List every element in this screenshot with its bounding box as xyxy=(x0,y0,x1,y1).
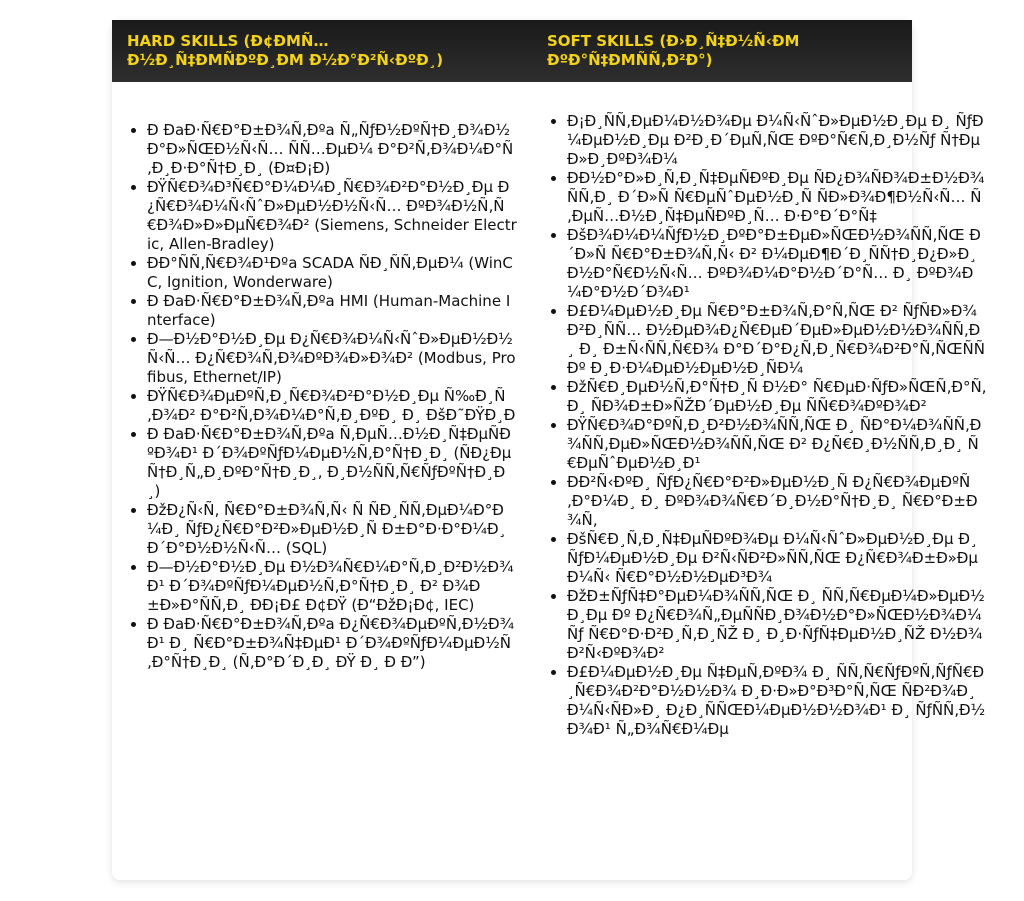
list-item: • ĐŸÑ€Đ¾ĐµĐºÑ‚Đ¸Ñ€Đ¾Đ²Đ°Đ½Đ¸Đµ Ñ‰Đ¸Ñ‚Đ¾Đ² Đ°Đ²Ñ‚Đ¾Đ¼Đ°Ñ‚Đ¸ĐºĐ¸ Đ¸ ĐšĐ˜ĐŸĐ¸Đ xyxy=(147,387,517,425)
list-item: • ĐšÑ€Đ¸Ñ‚Đ¸Ñ‡ĐµÑĐºĐ¾Đµ Đ¼Ñ‹ÑˆĐ»ĐµĐ½Đ¸Đµ Đ¸ ÑƒĐ¼ĐµĐ½Đ¸Đµ Đ²Ñ‹ÑĐ²Đ»ÑÑ‚ÑŒ Đ¿Ñ€Đ¾Đ±Đ»ĐµĐ¼Ñ‹ Ñ€Đ°Đ½Đ½ĐµĐ³Đ¾ xyxy=(567,530,987,587)
soft-skills-title: SOFT SKILLS (Đ›Đ¸Ñ‡Đ½Ñ‹ĐМ ĐºĐ°Ñ‡ĐМÑÑ‚Đ²Đ°) xyxy=(547,32,800,69)
soft-skills-list xyxy=(532,112,987,739)
list-item: • ĐšĐ¾Đ¼Đ¼ÑƒĐ½Đ¸ĐºĐ°Đ±ĐµĐ»ÑŒĐ½Đ¾ÑÑ‚ÑŒ Đ´Đ»Ñ Ñ€Đ°Đ±Đ¾Ñ‚Ñ‹ Đ² Đ¼ĐµĐ¶Đ´Đ¸ÑÑ†Đ¸Đ¿Đ»Đ¸Đ½Đ°Ñ€Đ½Ñ‹Ñ… ĐºĐ¾Đ¼Đ°Đ½Đ´Đ°Ñ… Đ¸ ĐºĐ¾Đ¼Đ°Đ½Đ´Đ¾Đ¹ xyxy=(567,226,987,302)
list-item: • Đ¡Đ¸ÑÑ‚ĐµĐ¼Đ½Đ¾Đµ Đ¼Ñ‹ÑˆĐ»ĐµĐ½Đ¸Đµ Đ¸ ÑƒĐ¼ĐµĐ½Đ¸Đµ Đ²Đ¸Đ´ĐµÑ‚ÑŒ ĐºĐ°Ñ€Ñ‚Đ¸Đ½Ñƒ Ñ†ĐµĐ»Đ¸ĐºĐ¾Đ¼ xyxy=(567,112,987,169)
skills-table xyxy=(112,20,987,880)
list-item: • ĐžĐ±ÑƒÑ‡Đ°ĐµĐ¼Đ¾ÑÑ‚ÑŒ Đ¸ ÑÑ‚Ñ€ĐµĐ¼Đ»ĐµĐ½Đ¸Đµ Đº Đ¿Ñ€Đ¾Ñ„ĐµÑÑĐ¸Đ¾Đ½Đ°Đ»ÑŒĐ½Đ¾Đ¼Ñƒ Ñ€Đ°Đ·Đ²Đ¸Ñ‚Đ¸ÑŽ Đ¸ Đ¸Đ·ÑƒÑ‡ĐµĐ½Đ¸ÑŽ Đ½Đ¾Đ²Ñ‹ĐºĐ¾Đ² xyxy=(567,587,987,663)
soft-skills-column xyxy=(532,112,987,739)
list-item: • ĐĐ½Đ°Đ»Đ¸Ñ‚Đ¸Ñ‡ĐµÑĐºĐ¸Đµ ÑĐ¿Đ¾ÑĐ¾Đ±Đ½Đ¾ÑÑ‚Đ¸ Đ´Đ»Ñ Ñ€ĐµÑˆĐµĐ½Đ¸Ñ ÑĐ»Đ¾Đ¶Đ½Ñ‹Ñ… Ñ‚ĐµÑ…Đ½Đ¸Ñ‡ĐµÑĐºĐ¸Ñ… Đ·Đ°Đ´Đ°Ñ‡ xyxy=(567,169,987,226)
table-header xyxy=(112,20,912,82)
hard-skills-column xyxy=(112,121,532,672)
list-item: • ĐĐ²Ñ‹ĐºĐ¸ ÑƒĐ¿Ñ€Đ°Đ²Đ»ĐµĐ½Đ¸Ñ Đ¿Ñ€Đ¾ĐµĐºÑ‚Đ°Đ¼Đ¸ Đ¸ ĐºĐ¾Đ¾Ñ€Đ´Đ¸Đ½Đ°Ñ†Đ¸Đ¸ Ñ€Đ°Đ±Đ¾Ñ‚ xyxy=(567,473,987,530)
hard-skills-title: HARD SKILLS (Đ¢ĐМÑ… Đ½Đ¸Ñ‡ĐМÑĐºĐ¸ĐМ Đ½Đ°Đ²Ñ‹ĐºĐ¸) xyxy=(127,32,444,69)
hard-skills-list xyxy=(112,121,517,672)
list-item: • Đ ĐаĐ·Ñ€Đ°Đ±Đ¾Ñ‚Đºа Ñ„ÑƒĐ½ĐºÑ†Đ¸Đ¾Đ½Đ°Đ»ÑŒĐ½Ñ‹Ñ… ÑÑ…ĐµĐ¼ Đ°Đ²Ñ‚Đ¾Đ¼Đ°Ñ‚Đ¸Đ·Đ°Ñ†Đ¸Đ¸ (Đ¤Đ¡Đ) xyxy=(147,121,517,178)
list-item: • Đ ĐаĐ·Ñ€Đ°Đ±Đ¾Ñ‚Đºа HMI (Human-Machine Interface) xyxy=(147,292,517,330)
list-item: • ĐžÑ€Đ¸ĐµĐ½Ñ‚Đ°Ñ†Đ¸Ñ Đ½Đ° Ñ€ĐµĐ·ÑƒĐ»ÑŒÑ‚Đ°Ñ‚ Đ¸ ÑĐ¾Đ±Đ»ÑŽĐ´ĐµĐ½Đ¸Đµ ÑÑ€Đ¾ĐºĐ¾Đ² xyxy=(567,378,987,416)
list-item: • ĐžĐ¿Ñ‹Ñ‚ Ñ€Đ°Đ±Đ¾Ñ‚Ñ‹ Ñ ÑĐ¸ÑÑ‚ĐµĐ¼Đ°Đ¼Đ¸ ÑƒĐ¿Ñ€Đ°Đ²Đ»ĐµĐ½Đ¸Ñ Đ±Đ°Đ·Đ°Đ¼Đ¸ Đ´Đ°Đ½Đ½Ñ‹Ñ… (SQL) xyxy=(147,501,517,558)
list-item: • Đ—Đ½Đ°Đ½Đ¸Đµ Đ¿Ñ€Đ¾Đ¼Ñ‹ÑˆĐ»ĐµĐ½Đ½Ñ‹Ñ… Đ¿Ñ€Đ¾Ñ‚Đ¾ĐºĐ¾Đ»Đ¾Đ² (Modbus, Profibus, Ethernet/IP) xyxy=(147,330,517,387)
list-item: • Đ ĐаĐ·Ñ€Đ°Đ±Đ¾Ñ‚Đºа Ñ‚ĐµÑ…Đ½Đ¸Ñ‡ĐµÑĐºĐ¾Đ¹ Đ´Đ¾ĐºÑƒĐ¼ĐµĐ½Ñ‚Đ°Ñ†Đ¸Đ¸ (ÑĐ¿ĐµÑ†Đ¸Ñ„Đ¸ĐºĐ°Ñ†Đ¸Đ¸, Đ¸Đ½ÑÑ‚Ñ€ÑƒĐºÑ†Đ¸Đ¸) xyxy=(147,425,517,501)
list-item: • Đ£Đ¼ĐµĐ½Đ¸Đµ Ñ€Đ°Đ±Đ¾Ñ‚Đ°Ñ‚ÑŒ Đ² ÑƒÑĐ»Đ¾Đ²Đ¸ÑÑ… Đ½ĐµĐ¾Đ¿Ñ€ĐµĐ´ĐµĐ»ĐµĐ½Đ½Đ¾ÑÑ‚Đ¸ Đ¸ Đ±Ñ‹ÑÑ‚Ñ€Đ¾ Đ°Đ´Đ°Đ¿Ñ‚Đ¸Ñ€Đ¾Đ²Đ°Ñ‚ÑŒÑÑ Đº Đ¸Đ·Đ¼ĐµĐ½ĐµĐ½Đ¸ÑĐ¼ xyxy=(567,302,987,378)
list-item: • Đ£Đ¼ĐµĐ½Đ¸Đµ Ñ‡ĐµÑ‚ĐºĐ¾ Đ¸ ÑÑ‚Ñ€ÑƒĐºÑ‚ÑƒÑ€Đ¸Ñ€Đ¾Đ²Đ°Đ½Đ½Đ¾ Đ¸Đ·Đ»Đ°Đ³Đ°Ñ‚ÑŒ ÑĐ²Đ¾Đ¸ Đ¼Ñ‹ÑĐ»Đ¸ Đ¿Đ¸ÑÑŒĐ¼ĐµĐ½Đ½Đ¾Đ¹ Đ¸ ÑƒÑÑ‚Đ½Đ¾Đ¹ Ñ„Đ¾Ñ€Đ¼Đµ xyxy=(567,663,987,739)
list-item: • ĐŸÑ€Đ¾Đ³Ñ€Đ°Đ¼Đ¼Đ¸Ñ€Đ¾Đ²Đ°Đ½Đ¸Đµ Đ¿Ñ€Đ¾Đ¼Ñ‹ÑˆĐ»ĐµĐ½Đ½Ñ‹Ñ… ĐºĐ¾Đ½Ñ‚Ñ€Đ¾Đ»Đ»ĐµÑ€Đ¾Đ² (Siemens, Schneider Electric, Allen-Bradley) xyxy=(147,178,517,254)
list-item: • ĐĐ°ÑÑ‚Ñ€Đ¾Đ¹Đºа SCADA ÑĐ¸ÑÑ‚ĐµĐ¼ (WinCC, Ignition, Wonderware) xyxy=(147,254,517,292)
list-item: • Đ—Đ½Đ°Đ½Đ¸Đµ Đ½Đ¾Ñ€Đ¼Đ°Ñ‚Đ¸Đ²Đ½Đ¾Đ¹ Đ´Đ¾ĐºÑƒĐ¼ĐµĐ½Ñ‚Đ°Ñ†Đ¸Đ¸ Đ² Đ¾Đ±Đ»Đ°ÑÑ‚Đ¸ ĐĐ¡Đ£ Đ¢ĐŸ (Đ“ĐžĐ¡Đ¢, IEC) xyxy=(147,558,517,615)
list-item: • Đ ĐаĐ·Ñ€Đ°Đ±Đ¾Ñ‚Đºа Đ¿Ñ€Đ¾ĐµĐºÑ‚Đ½Đ¾Đ¹ Đ¸ Ñ€Đ°Đ±Đ¾Ñ‡ĐµĐ¹ Đ´Đ¾ĐºÑƒĐ¼ĐµĐ½Ñ‚Đ°Ñ†Đ¸Đ¸ (Ñ‚Đ°Đ´Đ¸Đ¸ ĐŸ Đ¸ Đ Đ”) xyxy=(147,615,517,672)
list-item: • ĐŸÑ€Đ¾Đ°ĐºÑ‚Đ¸Đ²Đ½Đ¾ÑÑ‚ÑŒ Đ¸ ÑĐ°Đ¼Đ¾ÑÑ‚Đ¾ÑÑ‚ĐµĐ»ÑŒĐ½Đ¾ÑÑ‚ÑŒ Đ² Đ¿Ñ€Đ¸Đ½ÑÑ‚Đ¸Đ¸ Ñ€ĐµÑˆĐµĐ½Đ¸Đ¹ xyxy=(567,416,987,473)
